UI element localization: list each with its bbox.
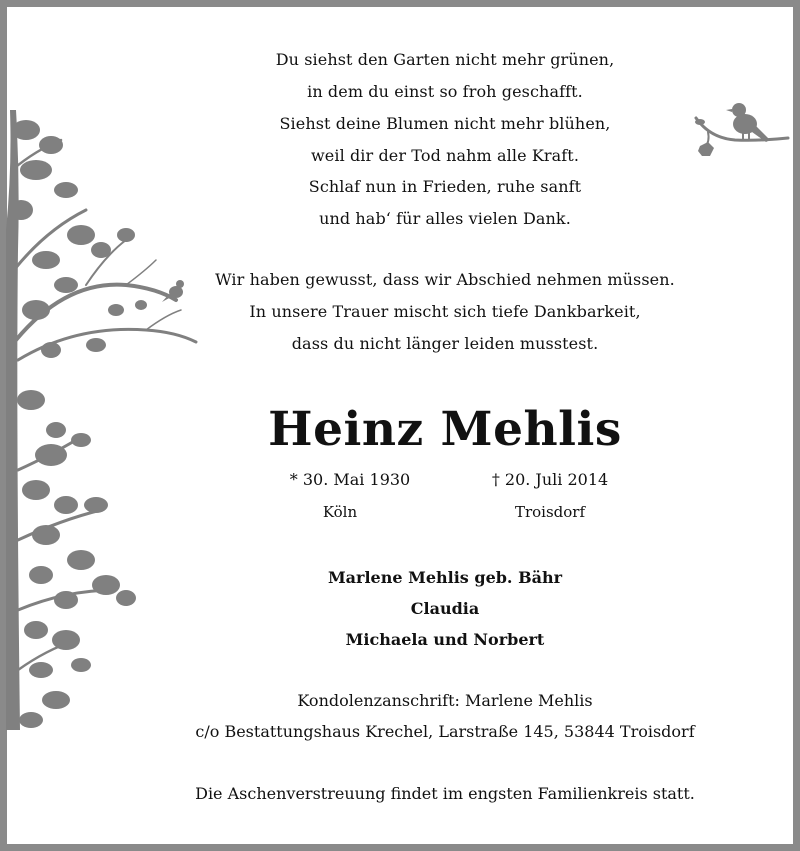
poem-line: dass du nicht länger leiden musstest. — [291, 334, 599, 353]
mourner-name: Marlene Mehlis geb. Bähr — [327, 568, 563, 587]
condolence-address-line: c/o Bestattungshaus Krechel, Larstraße 145, 53844 Troisdorf — [195, 722, 695, 741]
death-date: † 20. Juli 2014 — [491, 470, 609, 489]
ceremony-notice: Die Aschenverstreuung findet im engsten Familienkreis statt. — [195, 784, 695, 803]
deceased-name: Heinz Mehlis — [268, 402, 622, 457]
poem-line: Siehst deine Blumen nicht mehr blühen, — [279, 114, 611, 133]
poem-line: in dem du einst so froh geschafft. — [307, 82, 583, 101]
mourner-name: Michaela und Norbert — [345, 630, 545, 649]
mourner-name: Claudia — [410, 599, 480, 618]
poem-line: Schlaf nun in Frieden, ruhe sanft — [308, 177, 582, 196]
poem-line: und hab‘ für alles vielen Dank. — [319, 209, 571, 228]
birth-place: Köln — [322, 503, 358, 521]
birth-date: * 30. Mai 1930 — [289, 470, 411, 489]
condolence-address-line: Kondolenzanschrift: Marlene Mehlis — [297, 691, 593, 710]
death-place: Troisdorf — [514, 503, 586, 521]
poem-line: Wir haben gewusst, dass wir Abschied nehmen müssen. — [215, 270, 675, 289]
poem-line: weil dir der Tod nahm alle Kraft. — [310, 146, 580, 165]
poem-line: Du siehst den Garten nicht mehr grünen, — [275, 50, 615, 69]
poem-line: In unsere Trauer mischt sich tiefe Dankbarkeit, — [249, 302, 641, 321]
